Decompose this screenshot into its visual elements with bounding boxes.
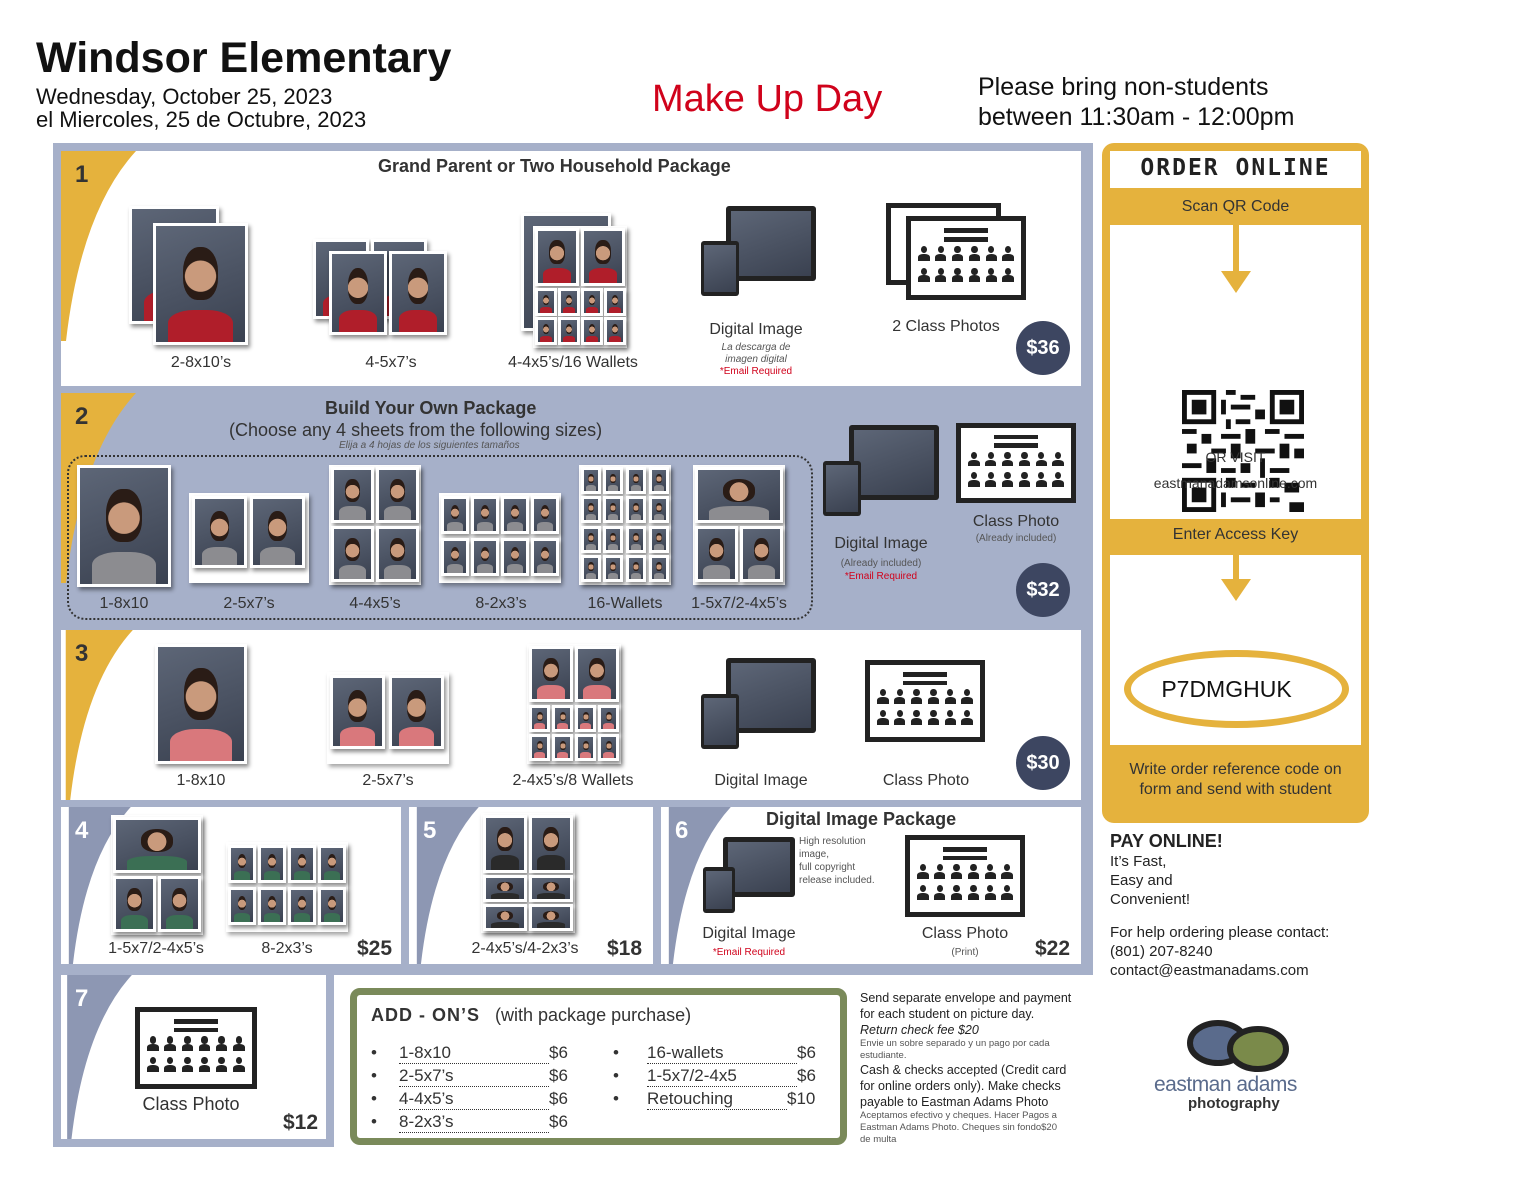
sheet-2x3: [439, 493, 561, 583]
mini-photo: [529, 875, 573, 902]
item-label: Class Photo: [882, 772, 970, 789]
info-line: for each student on picture day.: [860, 1007, 1035, 1021]
mini-photo: [389, 675, 444, 749]
addon-item: • 1-8x10 $6: [371, 1043, 568, 1062]
mini-photo: [531, 538, 559, 576]
mini-photo: [330, 675, 385, 749]
mini-photo: [192, 496, 247, 568]
mini-photo: [529, 904, 573, 931]
mini-photo: [575, 734, 596, 761]
digital-note-es: La descarga de: [721, 342, 791, 353]
class-photo-note: (Already included): [975, 533, 1057, 544]
sheet-5x7: [327, 672, 449, 764]
logo-name: eastman adams: [1154, 1073, 1297, 1096]
mini-photo: [441, 496, 469, 534]
mini-photo: [113, 817, 201, 873]
info-line: for online orders only). Make checks: [860, 1079, 1061, 1093]
mini-photo: [581, 317, 603, 345]
desc-line: High resolution: [799, 836, 866, 847]
mini-photo: [558, 288, 580, 316]
logo-sub: photography: [1188, 1095, 1280, 1112]
mini-photo: [529, 705, 550, 732]
mini-photo: [501, 496, 529, 534]
price-badge: $36: [1016, 321, 1070, 375]
pay-line: Easy and: [1110, 872, 1173, 889]
item-label: 4-5x7’s: [365, 354, 417, 371]
mini-photo: [471, 538, 499, 576]
mini-photo: [331, 467, 374, 523]
pay-title: PAY ONLINE!: [1110, 831, 1223, 851]
price-label: $18: [607, 937, 643, 960]
package-4[interactable]: [61, 807, 401, 964]
sheet-combo: [111, 815, 203, 935]
sheet-combo: [693, 465, 785, 585]
order-online-panel: [1102, 143, 1369, 823]
or-visit-label: OR VISIT: [1205, 449, 1266, 465]
mini-photo: [529, 815, 573, 873]
mini-photo: [535, 317, 557, 345]
mini-photo: [471, 496, 499, 534]
photo-sheet: [533, 226, 627, 348]
date-english: Wednesday, October 25, 2023: [36, 84, 333, 109]
mini-photo: [158, 876, 201, 932]
item-label: 1-8x10: [99, 595, 149, 612]
package-3[interactable]: [61, 630, 1081, 800]
item-label: 8-2x3’s: [261, 940, 313, 957]
mini-photo: [228, 845, 256, 883]
mini-photo: [376, 526, 419, 582]
mini-photo: [626, 555, 646, 582]
digital-description: [799, 835, 875, 887]
package-subtitle-es: Elija a 4 hojas de los siguientes tamaños: [339, 440, 520, 451]
email-required: *Email Required: [719, 366, 793, 377]
price-badge: $30: [1016, 736, 1070, 790]
mini-photo: [288, 887, 316, 925]
item-label: 2-8x10’s: [170, 354, 232, 371]
order-note-2: form and send with student: [1139, 781, 1332, 798]
mini-photo: [552, 705, 573, 732]
class-photo-icon: [905, 835, 1025, 917]
order-url[interactable]: eastmanadamsonline.com: [1153, 475, 1318, 491]
photo-5x7: [329, 251, 387, 335]
item-label: 2-5x7’s: [223, 595, 275, 612]
package-number: 3: [75, 640, 89, 667]
class-photo-icon: [956, 423, 1076, 503]
desc-line: release included.: [799, 875, 875, 886]
mini-photo: [581, 288, 603, 316]
order-title: ORDER ONLINE: [1140, 155, 1331, 181]
item-label: Class Photo: [972, 513, 1060, 530]
mini-photo: [483, 875, 527, 902]
photo-8x10: [77, 465, 171, 587]
photo-5x7: [389, 251, 447, 335]
mini-photo: [649, 467, 669, 494]
info-line: Cash & checks accepted (Credit card: [860, 1063, 1067, 1077]
mini-photo: [649, 526, 669, 553]
mini-photo: [695, 526, 738, 582]
mini-photo: [376, 467, 419, 523]
item-label: 2-5x7’s: [362, 772, 414, 789]
mini-photo: [603, 555, 623, 582]
down-arrow-icon: [1233, 225, 1239, 275]
addons-subtitle: (with package purchase): [495, 1005, 692, 1025]
tablet-icon: [701, 694, 739, 749]
item-label: Digital Image: [834, 535, 928, 552]
mini-photo: [575, 705, 596, 732]
item-label: 8-2x3’s: [475, 595, 527, 612]
help-phone[interactable]: (801) 207-8240: [1110, 943, 1213, 960]
pay-line: Convenient!: [1110, 891, 1191, 908]
pay-line: It’s Fast,: [1110, 853, 1167, 870]
email-required: *Email Required: [712, 947, 786, 958]
enter-key-label: Enter Access Key: [1172, 526, 1299, 543]
digital-note: (Already included): [840, 558, 922, 569]
item-label: 1-5x7/2-4x5’s: [108, 940, 204, 957]
scan-label: Scan QR Code: [1181, 198, 1290, 215]
class-photo-icon: [135, 1007, 257, 1089]
info-line-es: estudiante.: [860, 1050, 907, 1061]
tablet-icon: [703, 867, 735, 913]
price-badge: $32: [1016, 563, 1070, 617]
photo-8x10: [155, 644, 247, 764]
mini-photo: [575, 646, 619, 702]
mini-photo: [649, 496, 669, 523]
school-name: Windsor Elementary: [36, 34, 452, 82]
mini-photo: [626, 467, 646, 494]
order-title-box: [1110, 151, 1361, 188]
payment-info: [860, 990, 1092, 1146]
eastman-adams-logo: [1150, 1015, 1330, 1115]
mini-photo: [318, 845, 346, 883]
note-line-1: Please bring non-students: [978, 73, 1269, 101]
tablet-icon: [823, 461, 861, 516]
mini-photo: [483, 904, 527, 931]
item-label: 4-4x5’s: [349, 595, 401, 612]
class-photo-note: (Print): [951, 947, 979, 958]
class-photo-icon: [906, 216, 1026, 300]
price-label: $12: [283, 1111, 319, 1134]
addon-item: • 8-2x3’s $6: [371, 1112, 568, 1131]
mini-photo: [626, 526, 646, 553]
package-title: Grand Parent or Two Household Package: [378, 156, 731, 176]
email-required: *Email Required: [844, 571, 918, 582]
date-spanish: el Miercoles, 25 de Octubre, 2023: [36, 107, 367, 132]
addon-item: • 2-5x7’s $6: [371, 1066, 568, 1085]
mini-photo: [581, 228, 625, 286]
mini-photo: [604, 317, 626, 345]
mini-photo: [331, 526, 374, 582]
mini-photo: [581, 467, 601, 494]
non-students-note: [978, 72, 1294, 132]
photo-8x10: [153, 223, 248, 345]
mini-photo: [318, 887, 346, 925]
item-label: 2-4x5’s/8 Wallets: [512, 772, 634, 789]
mini-photo: [529, 734, 550, 761]
mini-photo: [598, 705, 619, 732]
mini-photo: [501, 538, 529, 576]
mini-photo: [441, 538, 469, 576]
item-label: Digital Image: [709, 321, 803, 338]
mini-photo: [581, 496, 601, 523]
down-arrow-icon: [1233, 555, 1239, 583]
package-number: 1: [75, 161, 89, 188]
mini-photo: [483, 815, 527, 873]
addons-title: [371, 1005, 691, 1026]
info-line: Send separate envelope and payment: [860, 991, 1072, 1005]
mini-photo: [113, 876, 156, 932]
monitor-icon: [726, 206, 816, 281]
qr-box: [1110, 225, 1361, 519]
item-label: 16-Wallets: [587, 595, 663, 612]
mini-photo: [598, 734, 619, 761]
item-label: 4-4x5’s/16 Wallets: [508, 354, 638, 371]
mini-photo: [581, 526, 601, 553]
info-line-es: Envie un sobre separado y un pago por cada: [860, 1038, 1050, 1049]
mini-photo: [649, 555, 669, 582]
info-line-es: Aceptamos efectivo y cheques. Hacer Pagos a: [860, 1110, 1057, 1121]
price-label: $25: [357, 937, 393, 960]
sheet-combo: [527, 644, 621, 764]
item-label: 2 Class Photos: [892, 318, 1000, 335]
package-7[interactable]: [61, 975, 326, 1139]
info-line-es: de multa: [860, 1134, 897, 1145]
info-line: payable to Eastman Adams Photo: [860, 1095, 1049, 1109]
digital-note-es: imagen digital: [725, 354, 787, 365]
package-5[interactable]: [409, 807, 653, 964]
sheet-2x3: [226, 842, 348, 932]
mini-photo: [535, 288, 557, 316]
mini-photo: [581, 555, 601, 582]
logo-mark-icon: [1150, 1015, 1330, 1075]
price-label: $22: [1035, 937, 1071, 960]
mini-photo: [740, 526, 783, 582]
info-line-es: Eastman Adams Photo. Cheques sin fondo$20: [860, 1122, 1057, 1133]
addons-box: [350, 988, 847, 1145]
item-label: Class Photo: [142, 1094, 240, 1114]
help-email[interactable]: contact@eastmanadams.com: [1110, 962, 1309, 979]
mini-photo: [535, 228, 579, 286]
monitor-icon: [849, 425, 939, 500]
mini-photo: [558, 317, 580, 345]
mini-photo: [603, 467, 623, 494]
addon-item: • 16-wallets $6: [613, 1043, 816, 1062]
event-title: Make Up Day: [652, 78, 883, 120]
mini-photo: [695, 467, 783, 523]
mini-photo: [603, 496, 623, 523]
mini-photo: [288, 845, 316, 883]
help-text: For help ordering please contact:: [1110, 924, 1330, 941]
mini-photo: [258, 845, 286, 883]
access-key[interactable]: P7DMGHUK: [1124, 650, 1349, 728]
mini-photo: [258, 887, 286, 925]
mini-photo: [552, 734, 573, 761]
package-6[interactable]: [661, 807, 1081, 964]
class-photo-icon: [865, 660, 985, 742]
addon-item: • 1-5x7/2-4x5 $6: [613, 1066, 816, 1085]
package-2[interactable]: [61, 393, 1081, 626]
item-label: Class Photo: [921, 925, 1009, 942]
mini-photo: [626, 496, 646, 523]
mini-photo: [250, 496, 305, 568]
pay-online: [1110, 832, 1370, 980]
addon-item: • 4-4x5’s $6: [371, 1089, 568, 1108]
item-label: 1-8x10: [176, 772, 226, 789]
addons-heading: ADD - ON’S: [371, 1005, 480, 1025]
mini-photo: [531, 496, 559, 534]
package-number: 6: [675, 817, 689, 844]
package-number: 4: [75, 817, 89, 844]
desc-line: full copyright: [799, 862, 856, 873]
package-title: Digital Image Package: [766, 809, 957, 829]
tablet-icon: [701, 241, 739, 296]
item-label: Digital Image: [702, 925, 796, 942]
mini-photo: [529, 646, 573, 702]
package-1[interactable]: [61, 151, 1081, 386]
info-line: Return check fee $20: [860, 1023, 979, 1037]
sheet-5x7: [189, 493, 309, 583]
addon-item: • Retouching $10: [613, 1089, 816, 1108]
package-number: 7: [75, 985, 89, 1012]
order-note-1: Write order reference code on: [1129, 761, 1342, 778]
monitor-icon: [726, 658, 816, 733]
mini-photo: [228, 887, 256, 925]
note-line-2: between 11:30am - 12:00pm: [978, 103, 1295, 131]
mini-photo: [604, 288, 626, 316]
mini-photo: [603, 526, 623, 553]
desc-line: image,: [799, 849, 830, 860]
item-label: Digital Image: [714, 772, 808, 789]
package-number: 2: [75, 403, 89, 430]
item-label: 1-5x7/2-4x5’s: [691, 595, 787, 612]
package-subtitle: (Choose any 4 sheets from the following sizes): [229, 420, 603, 440]
package-title: Build Your Own Package: [325, 398, 537, 418]
sheet-4x5: [329, 465, 421, 585]
key-box: [1110, 555, 1361, 745]
sheet-combo: [481, 813, 575, 933]
package-number: 5: [423, 817, 437, 844]
item-label: 2-4x5’s/4-2x3’s: [471, 940, 579, 957]
sheet-wallets: [579, 465, 671, 585]
